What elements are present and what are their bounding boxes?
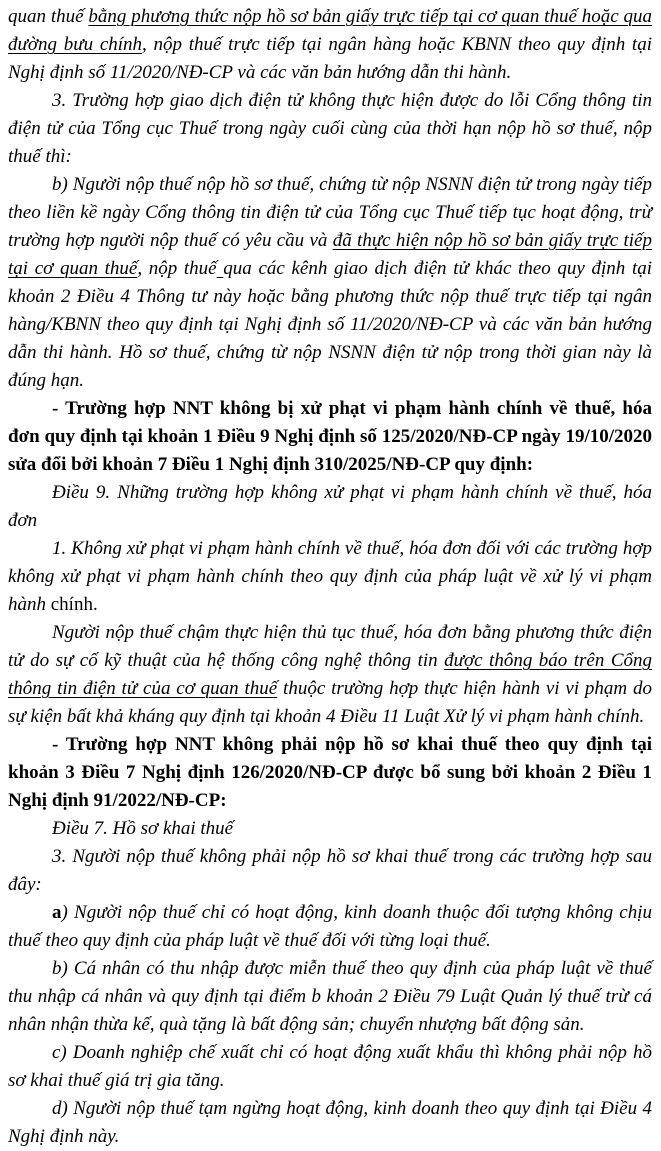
paragraph [8, 815, 652, 843]
paragraph [8, 843, 652, 899]
paragraph [8, 955, 652, 1039]
text-run: Người nộp thuế chậm thực hiện thủ tục thuế, hóa đơn bằng phương thức điện tử do sự cố kỹ thuật của hệ thống công nghệ thông tin [8, 622, 652, 671]
paragraph [8, 3, 652, 87]
paragraph [8, 619, 652, 731]
text-run: c) Doanh nghiệp chế xuất chỉ có hoạt động xuất khẩu thì không phải nộp hồ sơ khai thuế giá trị gia tăng. [8, 1042, 652, 1091]
text-run: được thông báo trên Cổng thông tin điện tử của cơ quan thuế [8, 650, 652, 699]
paragraph [8, 899, 652, 955]
text-run: ) Người nộp thuế chỉ có hoạt động, kinh doanh thuộc đối tượng không chịu thuế theo quy định của pháp luật về thuế đối với từng loại thuế. [8, 902, 652, 951]
text-run: 3. Trường hợp giao dịch điện tử không thực hiện được do lỗi Cổng thông tin điện tử của Tổng cục Thuế trong ngày cuối cùng của thời hạn nộp hồ sơ thuế, nộp thuế thì: [8, 90, 652, 167]
text-run: a [52, 902, 62, 923]
text-run: 1. Không xử phạt vi phạm hành chính về thuế, hóa đơn đối với các trường hợp không xử phạt vi phạm hành chính theo quy định của pháp luật về xử lý vi phạm hành [8, 538, 652, 615]
paragraph [8, 1095, 652, 1151]
text-run: b) Cá nhân có thu nhập được miễn thuế theo quy định của pháp luật về thuế thu nhập cá nhân và quy định tại điểm b khoản 2 Điều 79 Luật Quản lý thuế trừ cá nhân nhận thừa kế, quà tặng là bất động sản; chuyển nhượng bất động sản. [8, 958, 652, 1035]
text-run: , nộp thuế trực tiếp tại ngân hàng hoặc KBNN theo quy định tại Nghị định số 11/2020/NĐ-CP và các văn bản hướng dẫn thi hành. [8, 34, 652, 83]
text-run: b) Người nộp thuế nộp hồ sơ thuế, chứng từ nộp NSNN điện tử trong ngày tiếp theo liền kề ngày Cổng thông tin điện tử của Tổng cục Thuế tiếp tục hoạt động, trừ trường hợp người nộp thuế có yêu cầu và [8, 174, 652, 251]
text-run: Điều 7. Hồ sơ khai thuế [52, 818, 234, 839]
paragraph [8, 479, 652, 535]
paragraph [8, 1039, 652, 1095]
paragraph [8, 87, 652, 171]
paragraph [8, 731, 652, 815]
text-run: qua các kênh giao dịch điện tử khác theo quy định tại khoản 2 Điều 4 Thông tư này hoặc bằng phương thức nộp thuế trực tiếp tại ngân hàng/KBNN theo quy định tại Nghị định số 11/2020/NĐ-CP và các văn bản hướng dẫn thi hành. Hồ sơ thuế, chứng từ nộp NSNN điện tử nộp trong thời gian này là đúng hạn. [8, 258, 653, 391]
paragraph [8, 171, 652, 395]
text-run: - Trường hợp NNT không phải nộp hồ sơ khai thuế theo quy định tại khoản 3 Điều 7 Nghị định 126/2020/NĐ-CP được bổ sung bởi khoản 2 Điều 1 Nghị định 91/2022/NĐ-CP: [8, 734, 652, 811]
text-run: Điều 9. Những trường hợp không xử phạt vi phạm hành chính về thuế, hóa đơn [8, 482, 652, 531]
text-run: bằng phương thức nộp hồ sơ bản giấy trực tiếp tại cơ quan thuế hoặc qua đường bưu chính [8, 6, 652, 55]
text-run: - Trường hợp NNT không bị xử phạt vi phạm hành chính về thuế, hóa đơn quy định tại khoản 1 Điều 9 Nghị định số 125/2020/NĐ-CP ngày 19/10/2020 sửa đổi bởi khoản 7 Điều 1 Nghị định 310/2025/NĐ-CP quy định: [8, 398, 652, 475]
text-run: thuộc trường hợp thực hiện hành vi vi phạm do sự kiện bất khả kháng quy định tại khoản 4 Điều 11 Luật Xử lý vi phạm hành chính. [8, 678, 652, 727]
text-run: d) Người nộp thuế tạm ngừng hoạt động, kinh doanh theo quy định tại Điều 4 Nghị định này. [8, 1098, 652, 1147]
text-run: chính. [50, 594, 98, 615]
text-run: 3. Người nộp thuế không phải nộp hồ sơ khai thuế trong các trường hợp sau đây: [8, 846, 652, 895]
paragraph [8, 395, 652, 479]
paragraph [8, 535, 652, 619]
text-run: , nộp thuế [137, 258, 217, 279]
text-run: đã thực hiện nộp hồ sơ bản giấy trực tiếp tại cơ quan thuế [8, 230, 652, 279]
text-run: quan thuế [8, 6, 89, 27]
